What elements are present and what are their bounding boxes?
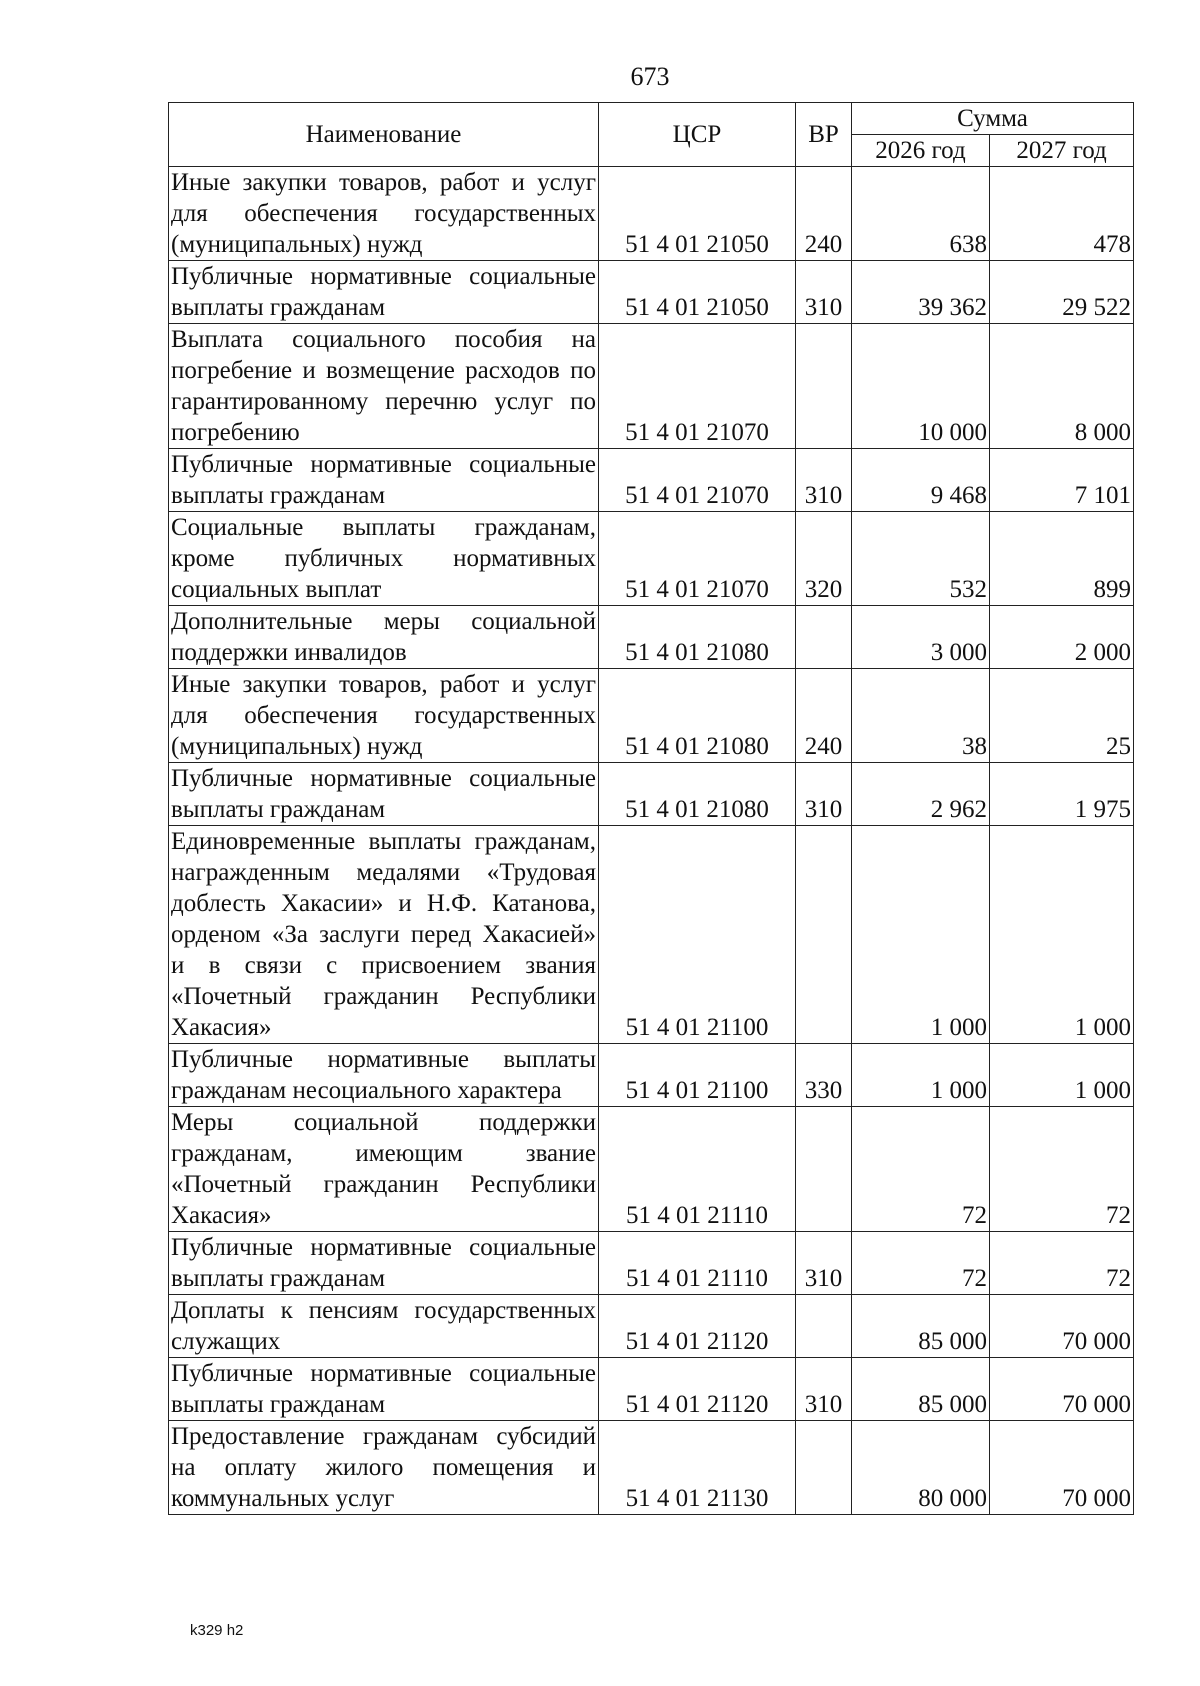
header-name: Наименование [169,103,599,167]
table-row [169,1295,1134,1358]
row-name: Публичные нормативные социальные выплаты гражданам [169,261,599,324]
row-csr: 51 4 01 21070 [599,449,796,512]
row-name: Меры социальной поддержки гражданам, имеющим звание «Почетный гражданин Республики Хакасия» [169,1107,599,1232]
row-csr: 51 4 01 21070 [599,512,796,606]
row-sum-2027: 899 [990,512,1134,606]
row-sum-2027: 72 [990,1107,1134,1232]
row-sum-2026: 1 000 [852,1044,990,1107]
table-row [169,1421,1134,1515]
row-name: Публичные нормативные социальные выплаты гражданам [169,1232,599,1295]
row-sum-2027: 2 000 [990,606,1134,669]
row-csr: 51 4 01 21080 [599,763,796,826]
row-vr: 320 [796,512,852,606]
table-row [169,763,1134,826]
row-sum-2027: 70 000 [990,1295,1134,1358]
row-csr: 51 4 01 21110 [599,1232,796,1295]
row-sum-2026: 9 468 [852,449,990,512]
table-header [169,103,1134,167]
row-sum-2026: 638 [852,167,990,261]
table-row [169,1044,1134,1107]
table-row [169,1358,1134,1421]
row-csr: 51 4 01 21130 [599,1421,796,1515]
row-name: Социальные выплаты гражданам, кроме публичных нормативных социальных выплат [169,512,599,606]
table-row [169,512,1134,606]
row-sum-2027: 70 000 [990,1358,1134,1421]
table-row [169,606,1134,669]
row-csr: 51 4 01 21070 [599,324,796,449]
row-vr: 310 [796,1358,852,1421]
row-sum-2027: 25 [990,669,1134,763]
row-sum-2026: 72 [852,1107,990,1232]
row-sum-2027: 8 000 [990,324,1134,449]
row-sum-2026: 80 000 [852,1421,990,1515]
row-sum-2027: 72 [990,1232,1134,1295]
row-sum-2027: 1 000 [990,1044,1134,1107]
row-sum-2026: 532 [852,512,990,606]
row-vr: 240 [796,167,852,261]
row-sum-2026: 85 000 [852,1358,990,1421]
row-csr: 51 4 01 21120 [599,1295,796,1358]
row-csr: 51 4 01 21110 [599,1107,796,1232]
row-sum-2026: 2 962 [852,763,990,826]
row-name: Публичные нормативные социальные выплаты гражданам [169,449,599,512]
budget-table [168,102,1134,1515]
row-csr: 51 4 01 21100 [599,1044,796,1107]
row-sum-2027: 1 975 [990,763,1134,826]
row-csr: 51 4 01 21050 [599,261,796,324]
row-name: Доплаты к пенсиям государственных служащих [169,1295,599,1358]
row-vr: 330 [796,1044,852,1107]
header-year-2026: 2026 год [852,135,990,167]
table-body [169,167,1134,1515]
row-vr [796,324,852,449]
table-row [169,261,1134,324]
row-name: Публичные нормативные выплаты гражданам несоциального характера [169,1044,599,1107]
table-row [169,1232,1134,1295]
row-sum-2026: 38 [852,669,990,763]
row-csr: 51 4 01 21120 [599,1358,796,1421]
page-number: 673 [630,62,670,91]
table-row [169,324,1134,449]
row-sum-2026: 85 000 [852,1295,990,1358]
row-vr [796,1295,852,1358]
table-row [169,167,1134,261]
row-name: Выплата социального пособия на погребение и возмещение расходов по гарантированному перечню услуг по погребению [169,324,599,449]
row-vr: 310 [796,1232,852,1295]
footer-code: k329 h2 [190,1622,244,1639]
row-sum-2026: 1 000 [852,826,990,1044]
row-name: Единовременные выплаты гражданам, награжденным медалями «Трудовая доблесть Хакасии» и Н.Ф. Катанова, орденом «За заслуги перед Хакасией» и в связи с присвоением звания «Почетный гражданин Республики Хакасия» [169,826,599,1044]
header-sum: Сумма [852,103,1134,135]
row-vr [796,1107,852,1232]
row-sum-2027: 478 [990,167,1134,261]
row-name: Предоставление гражданам субсидий на оплату жилого помещения и коммунальных услуг [169,1421,599,1515]
header-csr: ЦСР [599,103,796,167]
row-sum-2026: 10 000 [852,324,990,449]
row-vr: 240 [796,669,852,763]
row-vr: 310 [796,449,852,512]
row-vr [796,826,852,1044]
row-name: Иные закупки товаров, работ и услуг для обеспечения государственных (муниципальных) нужд [169,167,599,261]
row-csr: 51 4 01 21100 [599,826,796,1044]
row-name: Дополнительные меры социальной поддержки инвалидов [169,606,599,669]
table-row [169,1107,1134,1232]
row-sum-2026: 39 362 [852,261,990,324]
row-vr [796,1421,852,1515]
row-sum-2027: 29 522 [990,261,1134,324]
row-name: Публичные нормативные социальные выплаты гражданам [169,1358,599,1421]
row-csr: 51 4 01 21080 [599,606,796,669]
row-sum-2027: 70 000 [990,1421,1134,1515]
table-row [169,449,1134,512]
row-csr: 51 4 01 21050 [599,167,796,261]
row-csr: 51 4 01 21080 [599,669,796,763]
table-row [169,826,1134,1044]
row-sum-2027: 1 000 [990,826,1134,1044]
row-name: Иные закупки товаров, работ и услуг для обеспечения государственных (муниципальных) нужд [169,669,599,763]
header-year-2027: 2027 год [990,135,1134,167]
header-vr: ВР [796,103,852,167]
row-vr: 310 [796,763,852,826]
row-vr [796,606,852,669]
row-sum-2027: 7 101 [990,449,1134,512]
row-sum-2026: 72 [852,1232,990,1295]
row-name: Публичные нормативные социальные выплаты гражданам [169,763,599,826]
row-sum-2026: 3 000 [852,606,990,669]
row-vr: 310 [796,261,852,324]
table-row [169,669,1134,763]
